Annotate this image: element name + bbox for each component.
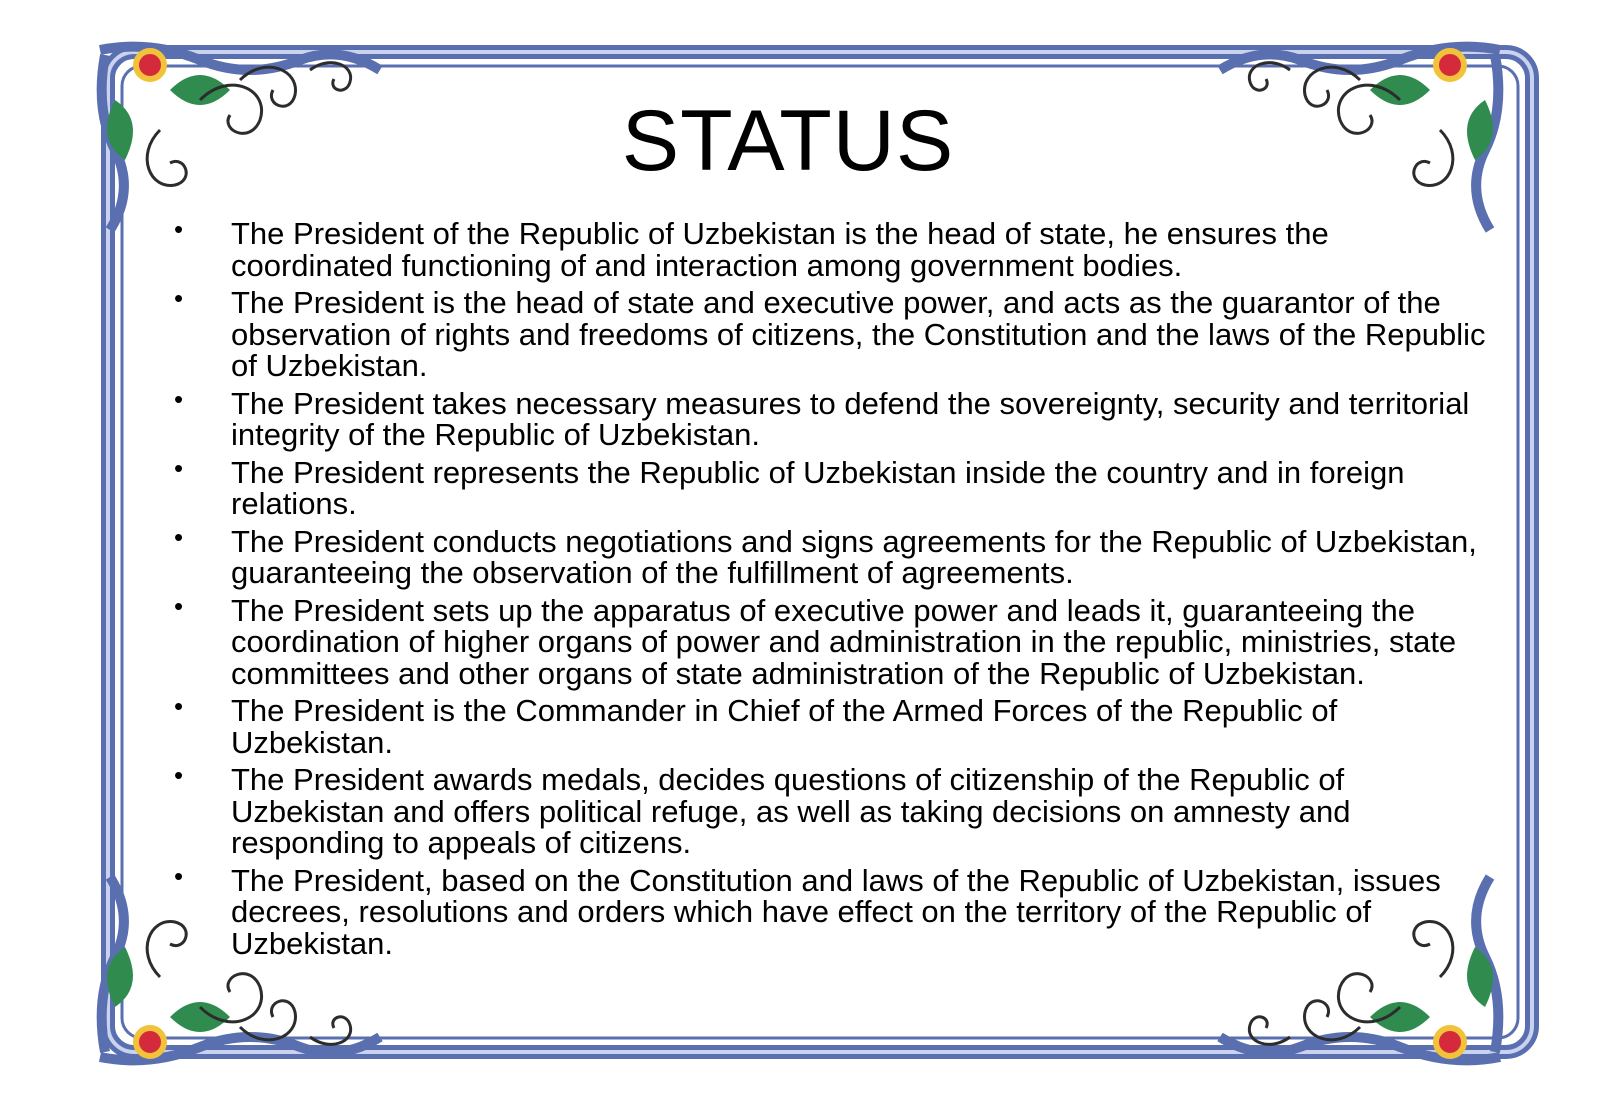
slide-title: STATUS (621, 93, 955, 189)
bullet-text: The President of the Republic of Uzbekistan is the head of state, he ensures the coordinated functioning of and interaction among government bodies. (231, 216, 1329, 283)
bullet-item (168, 760, 1488, 860)
bullet-item (168, 590, 1488, 691)
bullet-text: The President is the head of state and executive power, and acts as the guarantor of the observation of rights and freedoms of citizens, the Constitution and the laws of the Republic of Uzbekistan. (231, 285, 1486, 383)
bullet-item (168, 214, 1488, 283)
bullet-list (168, 214, 1488, 965)
bullet-item (168, 860, 1488, 961)
bullet-text: The President conducts negotiations and signs agreements for the Republic of Uzbekistan, guaranteeing the observation of the fulfillment of agreements. (231, 523, 1477, 590)
bullet-dot: • (174, 214, 184, 244)
bullet-item (168, 283, 1488, 383)
bullet-text: The President sets up the apparatus of executive power and leads it, guaranteeing the coordination of higher organs of power and administration in the republic, ministries, state committees and other organs of state administration of the Republic of Uzbekistan. (231, 592, 1457, 691)
bullet-dot: • (174, 452, 184, 483)
bullet-dot: • (174, 283, 184, 313)
bullet-text: The President takes necessary measures to defend the sovereignty, security and territorial integrity of the Republic of Uzbekistan. (231, 385, 1470, 452)
bullet-item (168, 521, 1488, 590)
bullet-item (168, 452, 1488, 521)
bullet-dot: • (174, 383, 184, 414)
bullet-dot: • (174, 521, 184, 552)
bullet-text: The President is the Commander in Chief of the Armed Forces of the Republic of Uzbekistan. (231, 693, 1338, 760)
bullet-text: The President represents the Republic of Uzbekistan inside the country and in foreign relations. (231, 454, 1405, 521)
bullet-dot: • (174, 860, 184, 891)
bullet-dot: • (174, 760, 184, 790)
bullet-item (168, 691, 1488, 760)
bullet-dot: • (174, 590, 184, 621)
bullet-text: The President awards medals, decides questions of citizenship of the Republic of Uzbekistan and offers political refuge, as well as taking decisions on amnesty and responding to appeals of citizens. (231, 762, 1351, 860)
bullet-dot: • (174, 691, 184, 721)
bullet-item (168, 383, 1488, 452)
bullet-text: The President, based on the Constitution and laws of the Republic of Uzbekistan, issues decrees, resolutions and orders which have effect on the territory of the Republic of Uzbekistan. (231, 862, 1441, 961)
